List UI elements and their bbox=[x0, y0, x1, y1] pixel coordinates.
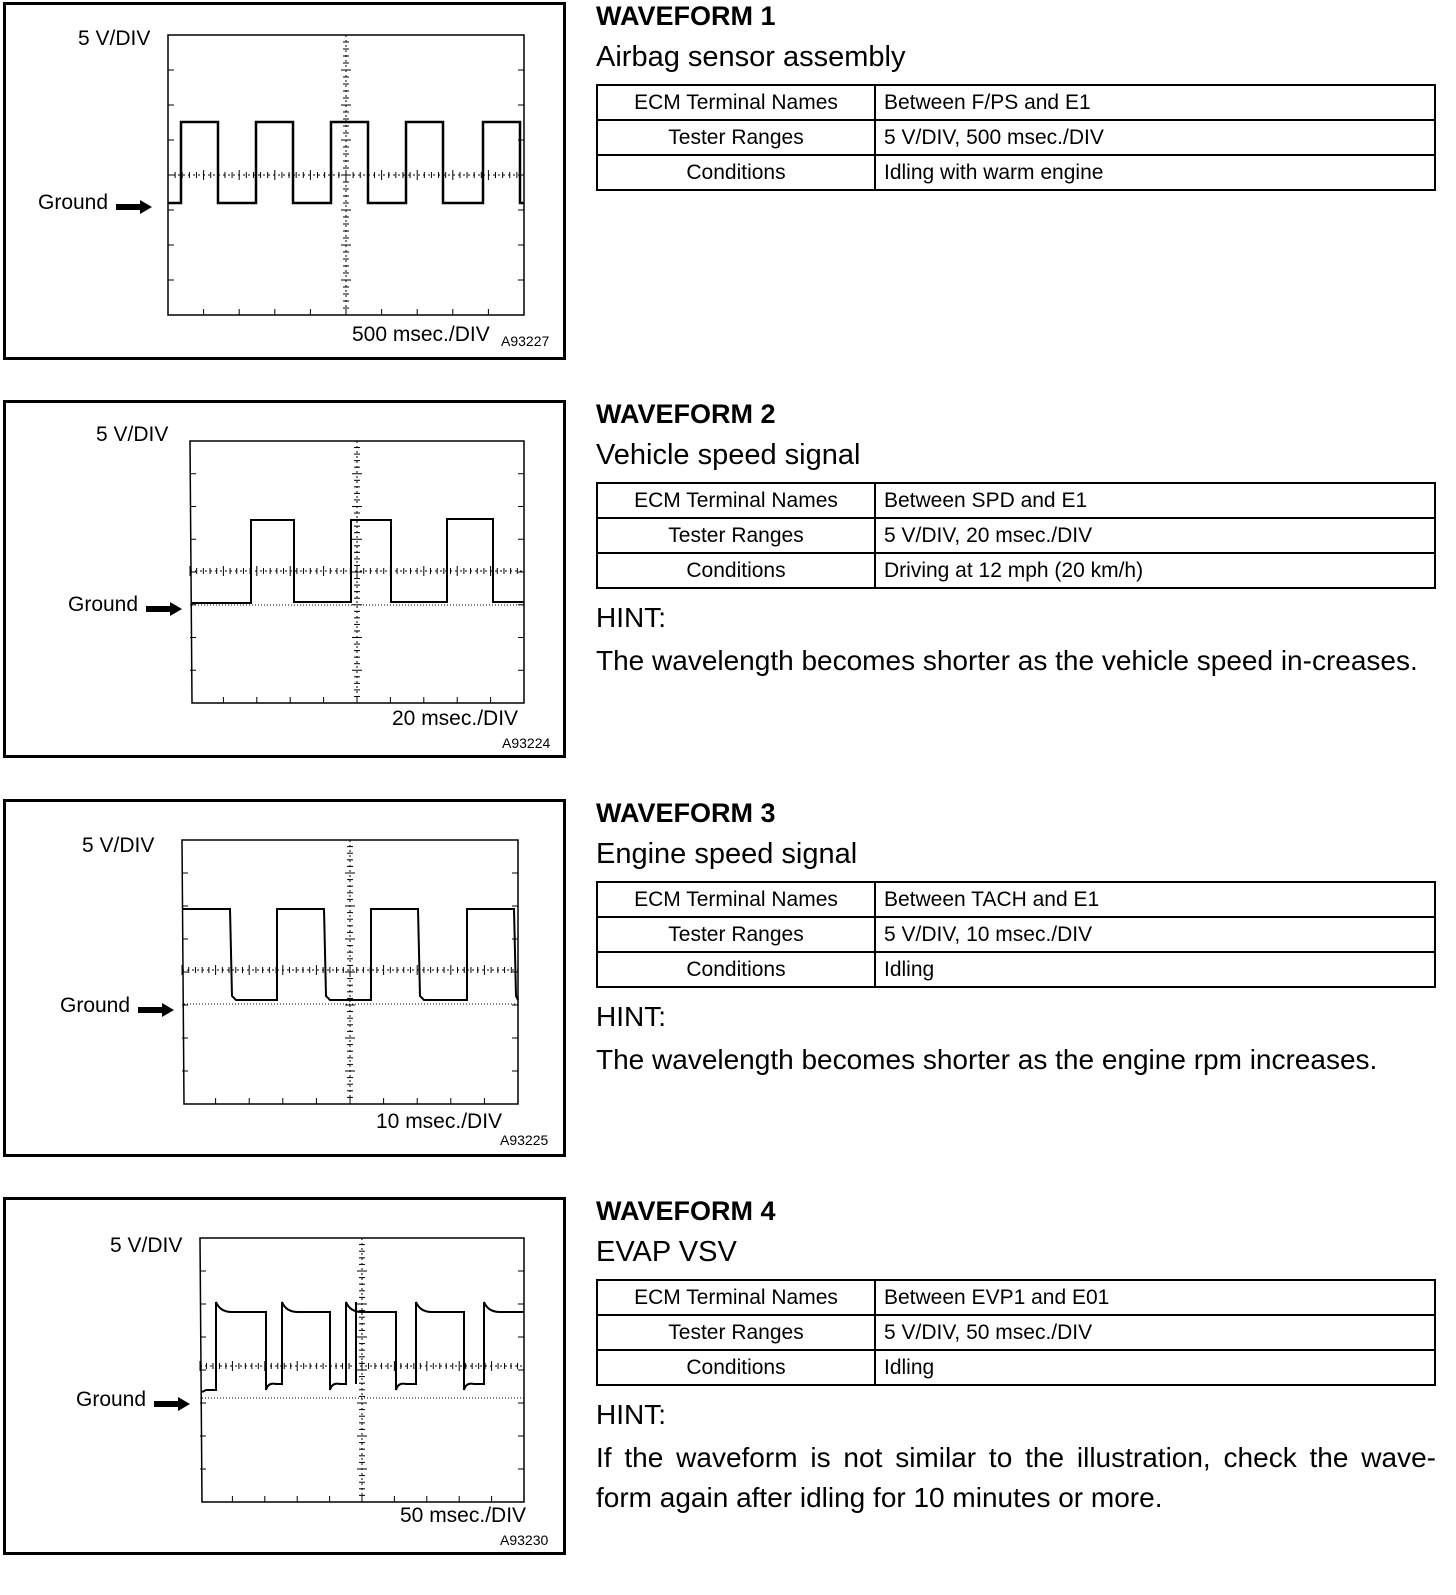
volts-per-div-label: 5 V/DIV bbox=[78, 27, 151, 50]
waveform-section-1 bbox=[0, 0, 1456, 400]
spec-table bbox=[596, 84, 1436, 191]
spec-value: 5 V/DIV, 50 msec./DIV bbox=[875, 1315, 1435, 1350]
oscilloscope-figure-4 bbox=[3, 1197, 566, 1555]
waveform-subtitle: Airbag sensor assembly bbox=[596, 41, 906, 73]
hint-label: HINT: bbox=[596, 1001, 666, 1032]
spec-value: Between TACH and E1 bbox=[875, 882, 1435, 917]
spec-value: Between SPD and E1 bbox=[875, 483, 1435, 518]
spec-key: ECM Terminal Names bbox=[597, 882, 875, 917]
ground-text: Ground bbox=[68, 593, 139, 616]
spec-key: Tester Ranges bbox=[597, 917, 875, 952]
waveform-section-3 bbox=[0, 797, 1456, 1197]
spec-key: Tester Ranges bbox=[597, 120, 875, 155]
ground-label bbox=[38, 191, 152, 215]
oscilloscope-plot-1 bbox=[6, 5, 563, 357]
spec-value: Idling bbox=[875, 952, 1435, 987]
table-row bbox=[597, 1280, 1435, 1315]
volts-per-div-label: 5 V/DIV bbox=[110, 1234, 183, 1257]
spec-value: Between F/PS and E1 bbox=[875, 85, 1435, 120]
oscilloscope-figure-2 bbox=[3, 400, 566, 758]
ground-arrow-icon bbox=[138, 999, 174, 1013]
spec-key: Conditions bbox=[597, 155, 875, 190]
figure-id: A93224 bbox=[502, 735, 551, 751]
hint-text: If the waveform is not similar to the illustration, check the wave-form again after idling for 10 minutes or more. bbox=[596, 1442, 1436, 1513]
waveform-heading: WAVEFORM 3 bbox=[596, 798, 776, 828]
table-row bbox=[597, 553, 1435, 588]
waveform-heading: WAVEFORM 4 bbox=[596, 1196, 776, 1226]
oscilloscope-plot-2 bbox=[6, 403, 563, 755]
table-row bbox=[597, 483, 1435, 518]
hint-label: HINT: bbox=[596, 602, 666, 633]
spec-value: 5 V/DIV, 10 msec./DIV bbox=[875, 917, 1435, 952]
waveform-info-3 bbox=[596, 799, 1436, 1080]
figure-id: A93227 bbox=[501, 333, 550, 349]
table-row bbox=[597, 1350, 1435, 1385]
spec-key: Conditions bbox=[597, 952, 875, 987]
hint-label: HINT: bbox=[596, 1399, 666, 1430]
spec-key: ECM Terminal Names bbox=[597, 483, 875, 518]
oscilloscope-figure-1 bbox=[3, 2, 566, 360]
spec-key: ECM Terminal Names bbox=[597, 85, 875, 120]
spec-value: 5 V/DIV, 500 msec./DIV bbox=[875, 120, 1435, 155]
time-per-div-label: 10 msec./DIV bbox=[376, 1110, 503, 1133]
spec-key: Tester Ranges bbox=[597, 518, 875, 553]
waveform-section-4 bbox=[0, 1195, 1456, 1595]
table-row bbox=[597, 952, 1435, 987]
spec-value: Idling with warm engine bbox=[875, 155, 1435, 190]
time-per-div-label: 20 msec./DIV bbox=[392, 707, 519, 730]
figure-id: A93230 bbox=[500, 1532, 549, 1548]
hint-text: The wavelength becomes shorter as the vehicle speed in-creases. bbox=[596, 645, 1418, 676]
table-row bbox=[597, 917, 1435, 952]
ground-text: Ground bbox=[38, 191, 109, 214]
waveform-subtitle: Engine speed signal bbox=[596, 838, 858, 870]
ground-arrow-icon bbox=[154, 1393, 190, 1407]
table-row bbox=[597, 882, 1435, 917]
spec-key: Conditions bbox=[597, 553, 875, 588]
ground-label bbox=[60, 994, 174, 1018]
table-row bbox=[597, 120, 1435, 155]
waveform-info-1 bbox=[596, 2, 1436, 191]
spec-table bbox=[596, 881, 1436, 988]
table-row bbox=[597, 518, 1435, 553]
table-row bbox=[597, 1315, 1435, 1350]
waveform-subtitle: EVAP VSV bbox=[596, 1236, 737, 1268]
waveform-info-2 bbox=[596, 400, 1436, 681]
waveform-heading: WAVEFORM 1 bbox=[596, 1, 776, 31]
ground-arrow-icon bbox=[116, 196, 152, 210]
waveform-trace-2 bbox=[192, 519, 524, 603]
volts-per-div-label: 5 V/DIV bbox=[96, 423, 169, 446]
waveform-trace-4 bbox=[202, 1302, 524, 1392]
oscilloscope-figure-3 bbox=[3, 799, 566, 1157]
spec-key: ECM Terminal Names bbox=[597, 1280, 875, 1315]
spec-value: Driving at 12 mph (20 km/h) bbox=[875, 553, 1435, 588]
ground-label bbox=[76, 1388, 190, 1412]
ground-text: Ground bbox=[60, 994, 131, 1017]
waveform-section-2 bbox=[0, 398, 1456, 798]
hint-text: The wavelength becomes shorter as the engine rpm increases. bbox=[596, 1044, 1378, 1075]
oscilloscope-plot-4 bbox=[6, 1200, 563, 1552]
table-row bbox=[597, 155, 1435, 190]
ground-arrow-icon bbox=[146, 598, 182, 612]
spec-key: Tester Ranges bbox=[597, 1315, 875, 1350]
spec-value: Between EVP1 and E01 bbox=[875, 1280, 1435, 1315]
waveform-subtitle: Vehicle speed signal bbox=[596, 439, 861, 471]
spec-key: Conditions bbox=[597, 1350, 875, 1385]
table-row bbox=[597, 85, 1435, 120]
spec-table bbox=[596, 1279, 1436, 1386]
time-per-div-label: 50 msec./DIV bbox=[400, 1504, 527, 1527]
waveform-heading: WAVEFORM 2 bbox=[596, 399, 776, 429]
spec-value: 5 V/DIV, 20 msec./DIV bbox=[875, 518, 1435, 553]
volts-per-div-label: 5 V/DIV bbox=[82, 834, 155, 857]
spec-table bbox=[596, 482, 1436, 589]
ground-label bbox=[68, 593, 182, 617]
time-per-div-label: 500 msec./DIV bbox=[352, 323, 490, 346]
ground-text: Ground bbox=[76, 1388, 147, 1411]
waveform-info-4 bbox=[596, 1197, 1436, 1518]
figure-id: A93225 bbox=[500, 1132, 549, 1148]
spec-value: Idling bbox=[875, 1350, 1435, 1385]
